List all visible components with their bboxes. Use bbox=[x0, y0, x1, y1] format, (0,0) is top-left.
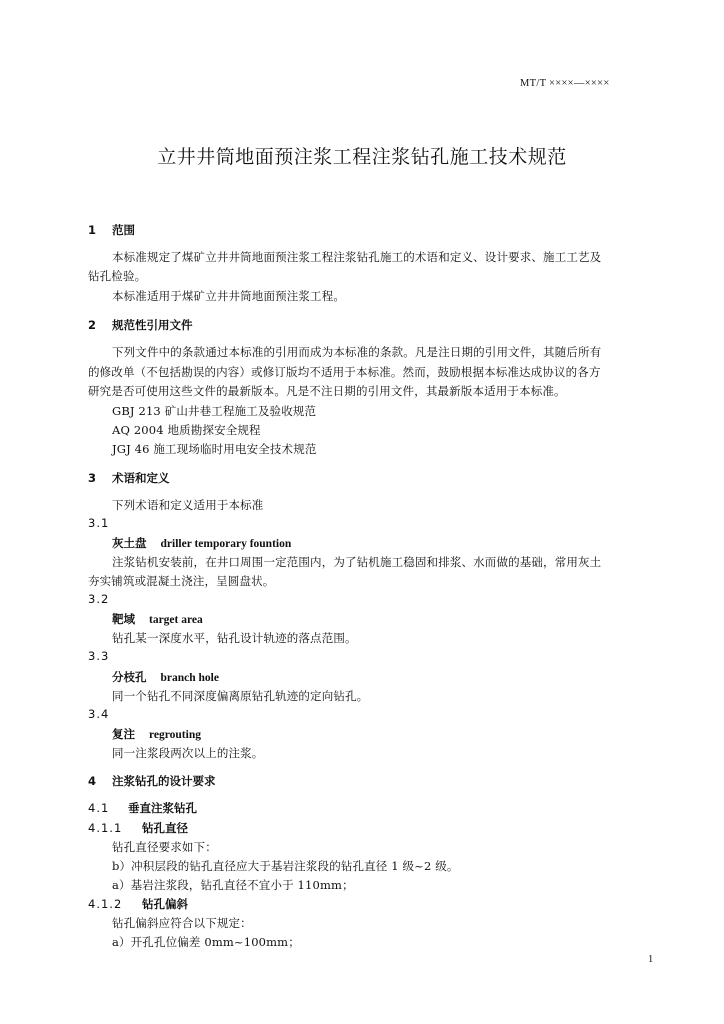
section-1-paragraph-2: 本标准适用于煤矿立井井筒地面预注浆工程。 bbox=[112, 289, 345, 303]
term-en: target area bbox=[149, 614, 203, 626]
section-4-title: 注浆钻孔的设计要求 bbox=[112, 774, 216, 788]
section-4-heading bbox=[88, 773, 216, 789]
document-title: 立井井筒地面预注浆工程注浆钻孔施工技术规范 bbox=[157, 146, 567, 168]
subsection-title: 钻孔偏斜 bbox=[142, 897, 188, 911]
subsection-number: 4.1.1 bbox=[88, 821, 123, 835]
term-heading bbox=[112, 669, 219, 685]
subsection-line: b）冲积层段的钻孔直径应大于基岩注浆段的钻孔直径 1 级~2 级。 bbox=[112, 859, 459, 873]
subsection-line: 钻孔直径要求如下： bbox=[112, 840, 217, 854]
reference-item: JGJ 46 施工现场临时用电安全技术规范 bbox=[112, 442, 317, 456]
term-heading bbox=[112, 535, 291, 551]
subsection-title: 钻孔直径 bbox=[142, 821, 188, 835]
term-heading bbox=[112, 726, 201, 742]
term-cn: 复注 bbox=[112, 727, 135, 741]
section-3-title: 术语和定义 bbox=[112, 471, 170, 485]
section-4-number: 4 bbox=[88, 774, 97, 788]
term-number: 3.3 bbox=[88, 649, 110, 663]
subsection-line: 钻孔偏斜应符合以下规定： bbox=[112, 916, 252, 930]
page-number: 1 bbox=[648, 954, 654, 965]
reference-item: GBJ 213 矿山井巷工程施工及验收规范 bbox=[112, 404, 317, 418]
subsection-number: 4.1.2 bbox=[88, 897, 123, 911]
section-1-title: 范围 bbox=[112, 223, 136, 237]
document-code: MT/T ××××—×××× bbox=[520, 78, 610, 89]
section-3-number: 3 bbox=[88, 471, 97, 485]
section-1-paragraph-line: 钻孔检验。 bbox=[88, 269, 147, 283]
section-1-heading bbox=[88, 222, 135, 238]
term-number: 3.1 bbox=[88, 516, 110, 530]
section-2-paragraph-line: 研究是否可使用这些文件的最新版本。凡是不注日期的引用文件，其最新版本适用于本标准。 bbox=[88, 384, 566, 398]
term-cn: 灰土盘 bbox=[112, 536, 147, 550]
term-en: regrouting bbox=[149, 729, 201, 741]
term-definition-line: 同一注浆段两次以上的注浆。 bbox=[112, 746, 264, 760]
section-3-heading bbox=[88, 470, 170, 486]
subsection-line: a）开孔孔位偏差 0mm~100mm； bbox=[112, 935, 300, 949]
subsection-heading-4-1-2 bbox=[88, 896, 188, 912]
term-definition-line: 夯实铺筑或混凝土浇注，呈圆盘状。 bbox=[88, 574, 275, 588]
subsection-line: a）基岩注浆段，钻孔直径不宜小于 110mm； bbox=[112, 878, 354, 892]
term-heading bbox=[112, 611, 203, 627]
term-en: driller temporary fountion bbox=[160, 538, 292, 550]
section-1-paragraph-line: 本标准规定了煤矿立井井筒地面预注浆工程注浆钻孔施工的术语和定义、设计要求、施工工艺及 bbox=[112, 250, 602, 264]
term-definition-line: 钻孔某一深度水平，钻孔设计轨迹的落点范围。 bbox=[112, 631, 357, 645]
term-number: 3.2 bbox=[88, 592, 110, 606]
term-definition-line: 注浆钻机安装前，在井口周围一定范围内，为了钻机施工稳固和排浆、水而做的基础，常用灰土 bbox=[112, 555, 602, 569]
section-3-intro: 下列术语和定义适用于本标准 bbox=[112, 498, 264, 512]
term-definition-line: 同一个钻孔不同深度偏离原钻孔轨迹的定向钻孔。 bbox=[112, 689, 369, 703]
subsection-title: 垂直注浆钻孔 bbox=[128, 801, 197, 815]
term-number: 3.4 bbox=[88, 707, 110, 721]
section-2-title: 规范性引用文件 bbox=[112, 318, 193, 332]
section-2-heading bbox=[88, 317, 193, 333]
subsection-heading-4-1 bbox=[88, 800, 197, 816]
term-cn: 分枝孔 bbox=[112, 670, 147, 684]
section-2-paragraph-line: 的修改单（不包括勘误的内容）或修订版均不适用于本标准。然而，鼓励根据本标准达成协议的各方 bbox=[88, 365, 601, 379]
term-cn: 靶域 bbox=[112, 612, 135, 626]
section-2-number: 2 bbox=[88, 318, 97, 332]
section-2-paragraph-line: 下列文件中的条款通过本标准的引用而成为本标准的条款。凡是注日期的引用文件，其随后所有 bbox=[112, 345, 602, 359]
reference-item: AQ 2004 地质勘探安全规程 bbox=[112, 423, 261, 437]
subsection-heading-4-1-1 bbox=[88, 820, 188, 836]
term-en: branch hole bbox=[160, 672, 219, 684]
section-1-number: 1 bbox=[88, 223, 97, 237]
subsection-number: 4.1 bbox=[88, 801, 110, 815]
